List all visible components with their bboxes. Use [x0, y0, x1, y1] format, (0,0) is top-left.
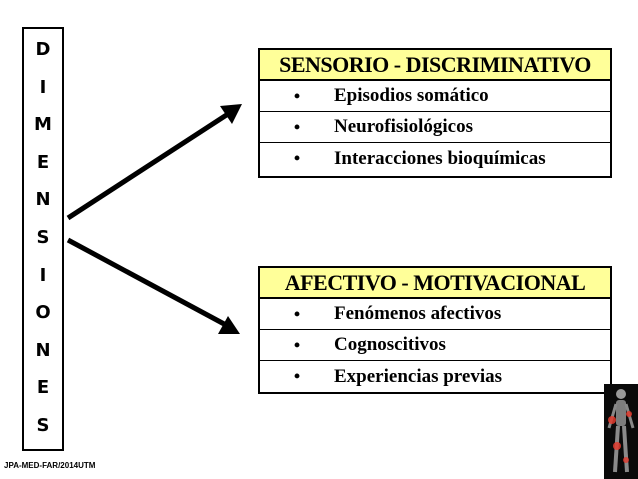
body-figure-icon [604, 384, 638, 479]
letter-s-1: S [36, 226, 50, 248]
afectivo-item-3 [260, 361, 610, 392]
item-label: Fenómenos afectivos [334, 303, 502, 324]
arrow-up-line [68, 114, 228, 218]
footer-credit: JPA-MED-FAR/2014UTM [4, 461, 96, 470]
bullet-icon: • [293, 148, 301, 168]
bullet-icon: • [293, 366, 301, 386]
letter-n-2: N [35, 339, 51, 361]
item-label: Interacciones bioquímicas [334, 147, 546, 169]
letter-i-1: I [39, 76, 47, 98]
afectivo-item-2 [260, 330, 610, 361]
item-label: Episodios somático [334, 85, 489, 106]
bullet-icon: • [293, 85, 301, 106]
sensorio-item-3 [260, 143, 610, 174]
arrow-down-line [68, 240, 226, 325]
arrow-up-head [220, 104, 242, 124]
afectivo-title: AFECTIVO - MOTIVACIONAL [260, 268, 610, 299]
letter-e-2: E [36, 377, 50, 399]
afectivo-item-1 [260, 299, 610, 330]
item-label: Cognoscitivos [334, 334, 446, 355]
letter-e-1: E [36, 151, 50, 173]
item-label: Experiencias previas [334, 365, 503, 387]
body-figure-image [604, 384, 638, 479]
letter-m: M [34, 114, 52, 136]
letter-i-2: I [39, 264, 47, 286]
letter-o: O [35, 302, 51, 324]
letter-s-2: S [36, 414, 50, 436]
sensorio-box [258, 48, 612, 178]
bullet-icon: • [293, 303, 301, 324]
afectivo-box [258, 266, 612, 394]
bullet-icon: • [293, 116, 301, 137]
item-label: Neurofisiológicos [334, 116, 473, 137]
sensorio-title: SENSORIO - DISCRIMINATIVO [260, 50, 610, 81]
letter-n-1: N [35, 189, 51, 211]
bullet-icon: • [293, 334, 301, 355]
letter-d: D [35, 39, 51, 60]
sensorio-item-2 [260, 112, 610, 143]
sensorio-item-1 [260, 81, 610, 112]
